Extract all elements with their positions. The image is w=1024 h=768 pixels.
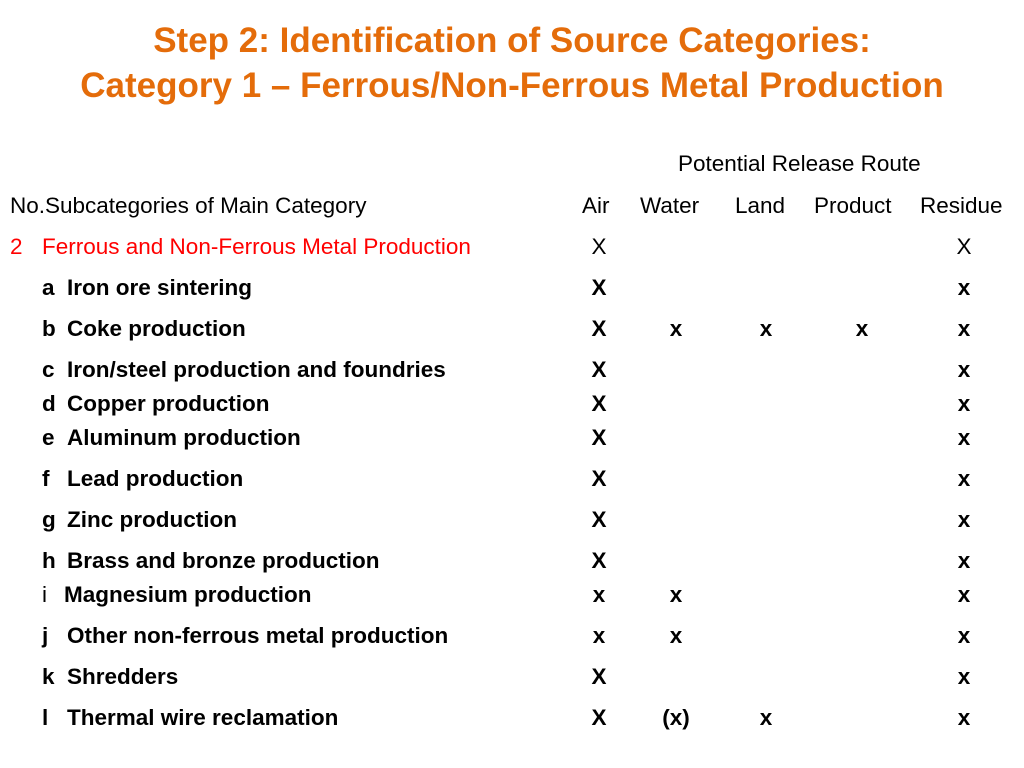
category-label: Ferrous and Non-Ferrous Metal Production xyxy=(42,234,471,259)
row-air-mark: X xyxy=(591,705,607,730)
row-air-mark: X xyxy=(591,466,607,491)
row-residue-mark: x xyxy=(957,391,971,416)
row-air-mark: X xyxy=(591,275,607,300)
row-label: Iron ore sintering xyxy=(67,275,253,300)
row-air-mark: X xyxy=(591,316,607,341)
row-air-mark: x xyxy=(592,623,606,648)
row-land-mark: x xyxy=(759,705,773,730)
row-residue-mark: x xyxy=(957,582,971,607)
row-residue-mark: x xyxy=(957,664,971,689)
row-residue-mark: x xyxy=(957,316,971,341)
row-label: Zinc production xyxy=(67,507,237,532)
row-residue-mark: x xyxy=(957,623,971,648)
release-route-header: Potential Release Route xyxy=(678,151,921,176)
header-air: Air xyxy=(582,193,610,218)
row-label: Thermal wire reclamation xyxy=(67,705,339,730)
header-water: Water xyxy=(640,193,700,218)
header-product: Product xyxy=(814,193,892,218)
category-number: 2 xyxy=(10,234,23,259)
row-air-mark: X xyxy=(591,357,607,382)
row-residue-mark: x xyxy=(957,705,971,730)
row-air-mark: X xyxy=(591,425,607,450)
row-air-mark: X xyxy=(591,507,607,532)
title-line-1: Step 2: Identification of Source Categories: xyxy=(153,21,871,60)
title-line-2: Category 1 – Ferrous/Non-Ferrous Metal Production xyxy=(80,66,944,105)
row-label: Coke production xyxy=(67,316,246,341)
row-letter: e xyxy=(42,425,55,450)
header-residue: Residue xyxy=(920,193,1003,218)
row-air-mark: X xyxy=(591,548,607,573)
row-residue-mark: x xyxy=(957,425,971,450)
row-label: Iron/steel production and foundries xyxy=(67,357,446,382)
row-label: Aluminum production xyxy=(67,425,301,450)
row-letter: a xyxy=(42,275,55,300)
row-residue-mark: x xyxy=(957,548,971,573)
row-letter: l xyxy=(42,705,49,730)
category-residue-mark: X xyxy=(956,234,972,259)
row-land-mark: x xyxy=(759,316,773,341)
row-air-mark: X xyxy=(591,391,607,416)
header-no-subcategories: No.Subcategories of Main Category xyxy=(10,193,367,218)
row-water-mark: x xyxy=(669,316,683,341)
row-residue-mark: x xyxy=(957,357,971,382)
row-product-mark: x xyxy=(855,316,869,341)
row-residue-mark: x xyxy=(957,275,971,300)
row-letter: h xyxy=(42,548,56,573)
row-water-mark: x xyxy=(669,582,683,607)
row-air-mark: x xyxy=(592,582,606,607)
row-label: Lead production xyxy=(67,466,244,491)
row-air-mark: X xyxy=(591,664,607,689)
slide-title xyxy=(0,18,1024,108)
row-residue-mark: x xyxy=(957,507,971,532)
row-water-mark: (x) xyxy=(662,705,690,730)
row-letter: c xyxy=(42,357,55,382)
row-letter: j xyxy=(42,623,49,648)
row-letter: k xyxy=(42,664,55,689)
row-label: Magnesium production xyxy=(64,582,312,607)
row-water-mark: x xyxy=(669,623,683,648)
row-letter: f xyxy=(42,466,50,491)
row-letter: g xyxy=(42,507,56,532)
row-label: Brass and bronze production xyxy=(67,548,380,573)
category-air-mark: X xyxy=(591,234,607,259)
row-label: Copper production xyxy=(67,391,270,416)
row-letter: i xyxy=(42,582,47,607)
row-label: Other non-ferrous metal production xyxy=(67,623,449,648)
row-letter: d xyxy=(42,391,56,416)
row-label: Shredders xyxy=(67,664,179,689)
row-letter: b xyxy=(42,316,56,341)
header-land: Land xyxy=(735,193,786,218)
row-residue-mark: x xyxy=(957,466,971,491)
